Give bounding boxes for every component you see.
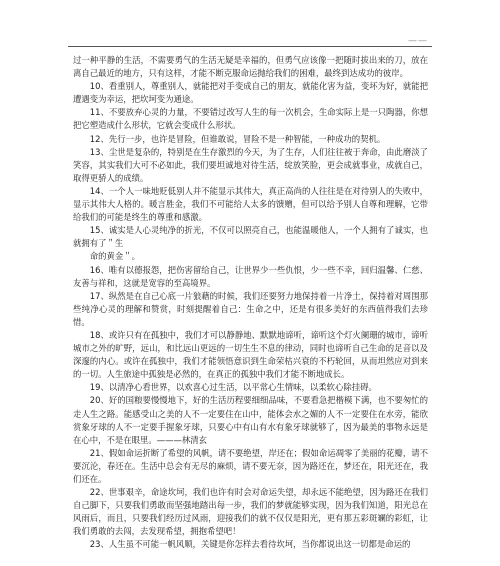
document-body [73,54,428,552]
paragraph: 12、先行一步，也许是冒险，但谁敢说，冒险不是一种智能，一种成功的契机。 [89,133,386,144]
paragraph: 20、好的国粮要慢慢地下，好的生活历程要细细品味，不要看急把楷模下满，也不要匆忙的走人生之路。能感受山之美的人不一定要住在山中，能体会水之媚的人不一定要住在水旁，能欣赏象牙球的人不一定要手握象牙球，只要心中有山有水有象牙球就够了，因为最美的事物永远是在心中，不是在眼里。———林清玄 [73,395,428,445]
paragraph: 过一种平静的生活，不需要勇气的生活无疑是幸福的，但勇气应该像一把随时拔出来的刀，放在离自己最近的地方，只有这样，才能不断克服命运抛给我们的困难，最终到达成功的彼岸。 [73,55,428,79]
paragraph: 14、一个人一味地贬低别人并不能显示其伟大，真正高尚的人往往是在对待别人的失败中，显示其伟大人格的。暖言胜金，我们不可能给人太多的馈赠，但可以给予别人自尊和理解，它带给我们的可能是终生的尊重和感激。 [73,185,428,223]
paragraph: 21、假如命运折断了希望的风帆，请不要绝望，岸还在；假如命运凋零了美丽的花瓣，请不要沉沦，春还在。生活中总会有无尽的麻烦，请不要无奈，因为路还在，梦还在，阳光还在，我们还在。 [73,447,428,484]
paragraph: 22、世事艰辛，命途坎坷，我们也许有时会对命运失望，却永远不能绝望，因为路还在我们自己脚下，只要我们勇敢而坚强地踏出每一步，我们的梦就能够实现，因为我们知道，阳光总在风雨后，而且，只要我们经历过风雨，迎接我们的就不仅仅是阳光，更有那五彩斑斓的彩虹，让我们勇敢的去闯，去发现希望，拥抱希望吧！ [73,487,428,537]
paragraph: 17、纵然是在自己心底一片狼藉的时候，我们还要努力地保持着一片净土，保持着对周围那些纯净心灵的理解和赞赏，时刻提醒着自己：生命之中，还是有很多美好的东西值得我们去珍惜。 [73,290,428,327]
paragraph: 10、看重别人，尊重别人，就能把对手变成自己的朋友，就能化害为益，变坏为好，就能把遭遇变为幸运，把坎坷变为通途。 [73,81,428,105]
paragraph: 23、人生虽不可能一帆风顺，关键是你怎样去看待坎坷，当你都说出这一切都是命运的 [89,539,411,550]
paragraph: 命的黄金＂。 [89,251,141,262]
paragraph: 13、尘世是复杂的，特别是在生存激烈的今天，为了生存，人们往往被于奔命，由此磨淡了笑容，其实我们大可不必如此，我们要坦诚地对待生活，绽放笑脸，更会成就事业，成就自己，取得更骄人的成绩。 [73,146,428,183]
paragraph: 11、不要放弃心灵的力量，不要错过改写人生的每一次机会，生命实际上是一只陶器，你想把它塑造成什么形状，它就会变成什么形状。 [73,107,428,131]
header-mark: —— [408,36,428,46]
header-rule [68,46,432,47]
paragraph: 18、或许只有在孤独中，我们才可以静静地、默默地谛听，谛听这个灯火阑珊的城市，谛听城市之外的旷野，远山，和比远山更远的一切生生不息的律动，同时也谛听自己生命的足音以及深邃的内心。或许在孤独中，我们才能领悟意识到生命荣枯兴衰的不朽轮回，从而坦然应对到来的一切。人生旅途中孤独是必然的，在真正的孤独中我们才能不断地成长。 [73,329,428,380]
paragraph: 15、诚实是人心灵纯净的折光，不仅可以照亮自己，也能温暖他人，一个人拥有了诚实，也就拥有了＂生 [73,225,428,249]
paragraph: 16、唯有以德报怨，把伤害留给自己，让世界少一些仇恨，少一些不幸，回归温馨、仁慈、友善与祥和，这就是宽容的至高境界。 [73,264,428,288]
paragraph: 19、以清净心看世界，以欢喜心过生活，以平常心生情味，以柔软心除挂碍。 [89,382,377,393]
